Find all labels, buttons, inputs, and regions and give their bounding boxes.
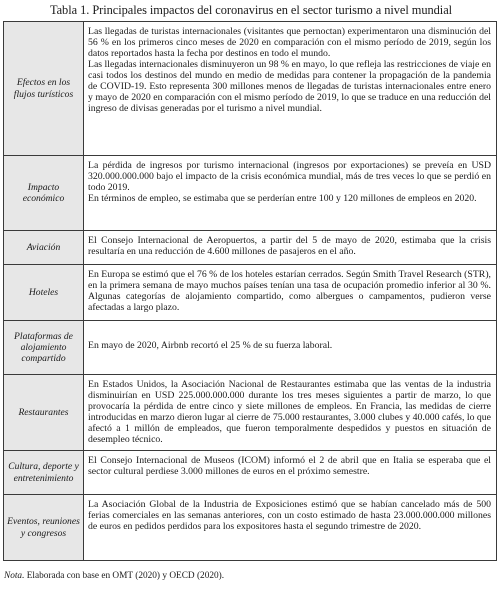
row-paragraph: Las llegadas de turistas internacionales (visitantes que pernoctan) experimentaron una disminución del 56 % en los primeros cinco meses de 2020 en comparación con el mismo período de 2019, según los datos reportados hasta la fecha por destinos en todo el mundo. xyxy=(88,26,491,60)
row-paragraph: En términos de empleo, se estimaba que se perderían entre 100 y 120 millones de empleos en 2020. xyxy=(88,193,477,205)
row-label: Efectos en los flujos turísticos xyxy=(4,22,84,155)
row-content xyxy=(88,269,491,313)
row-label: Cultura, deporte y entretenimiento xyxy=(4,451,84,494)
row-paragraph: En mayo de 2020, Airbnb recortó el 25 % de su fuerza laboral. xyxy=(88,340,333,351)
row-content xyxy=(88,160,491,204)
row-paragraph: Las llegadas internacionales disminuyeron un 98 % en mayo, lo que refleja las restricciones de viaje en casi todos los destinos del mundo en medio de medidas para contener la propagación de la pandemia de COVID-19. Esto representa 300 millones menos de llegadas de turistas internacionales entre enero y mayo de 2020 en comparación con el mismo período de 2019, lo que se traduce en una reducción del ingreso de divisas generadas por el turismo a nivel mundial. xyxy=(88,59,491,115)
row-paragraph: En Estados Unidos, la Asociación Nacional de Restaurantes estimaba que las ventas de la industria disminuirían en USD 225.000.000.000 durante los tres meses siguientes a partir de marzo, lo que provocaría la pérdida de entre cinco y siete millones de empleos. En Francia, las medidas de cierre introducidas en marzo dieron lugar al cierre de 75.000 restaurantes, 3.000 clubes y 40.000 cafés, lo que afectó a 1 millón de empleados, que fueron temporalmente despedidos y puestos en situación de desempleo técnico. xyxy=(88,379,491,446)
table-row xyxy=(4,230,496,264)
row-content xyxy=(88,340,491,351)
table-row xyxy=(4,320,496,374)
table-row xyxy=(4,374,496,450)
table-row xyxy=(4,22,496,155)
row-paragraph: En Europa se estimó que el 76 % de los hoteles estarían cerrados. Según Smith Travel Research (STR), en la primera semana de mayo muchos países tenían una tasa de ocupación promedio inferior al 30 %. Algunas categorías de alojamiento compartido, como albergues o campamentos, pudieron verse afectadas a largo plazo. xyxy=(88,269,491,314)
row-paragraph: El Consejo Internacional de Aeropuertos, a partir del 5 de mayo de 2020, estimaba que la crisis resultaría en una reducción de 4.600 millones de pasajeros en el año. xyxy=(88,235,491,258)
row-label: Plataformas de alojamiento compartido xyxy=(4,321,84,374)
row-content xyxy=(88,26,491,114)
note-text: Elaborada con base en OMT (2020) y OECD (2020). xyxy=(26,571,225,581)
table-note xyxy=(4,571,224,582)
row-content xyxy=(88,379,491,445)
note-label: Nota. xyxy=(4,571,25,581)
row-paragraph: El Consejo Internacional de Museos (ICOM) informó el 2 de abril que en Italia se esperaba que el sector cultural perdiese 3.000 millones de euros en el próximo semestre. xyxy=(88,455,491,478)
table-row xyxy=(4,155,496,230)
row-label: Restaurantes xyxy=(4,375,84,450)
row-content xyxy=(88,235,491,257)
row-paragraph: La pérdida de ingresos por turismo internacional (ingresos por exportaciones) se preveía en USD 320.000.000.000 bajo el impacto de la crisis económica mundial, más de tres veces lo que se perdió en todo 2019. xyxy=(88,160,491,194)
table-row xyxy=(4,450,496,494)
table-row xyxy=(4,494,496,560)
row-content xyxy=(88,455,491,477)
row-content xyxy=(88,499,491,532)
table-row xyxy=(4,264,496,320)
row-label: Aviación xyxy=(4,231,84,264)
row-paragraph: La Asociación Global de la Industria de Exposiciones estimó que se habían cancelado más de 500 ferias comerciales en las semanas anteriores, con un costo estimado de hasta 23.000.000.000 millones de euros en pedidos perdidos para los expositores hasta el segundo trimestre de 2020. xyxy=(88,499,491,533)
row-label: Eventos, reuniones y congresos xyxy=(4,495,84,560)
impacts-table xyxy=(3,21,497,561)
table-title: Tabla 1. Principales impactos del coronavirus en el sector turismo a nivel mundial xyxy=(49,3,453,17)
row-label: Impacto económico xyxy=(4,156,84,230)
row-label: Hoteles xyxy=(4,265,84,320)
